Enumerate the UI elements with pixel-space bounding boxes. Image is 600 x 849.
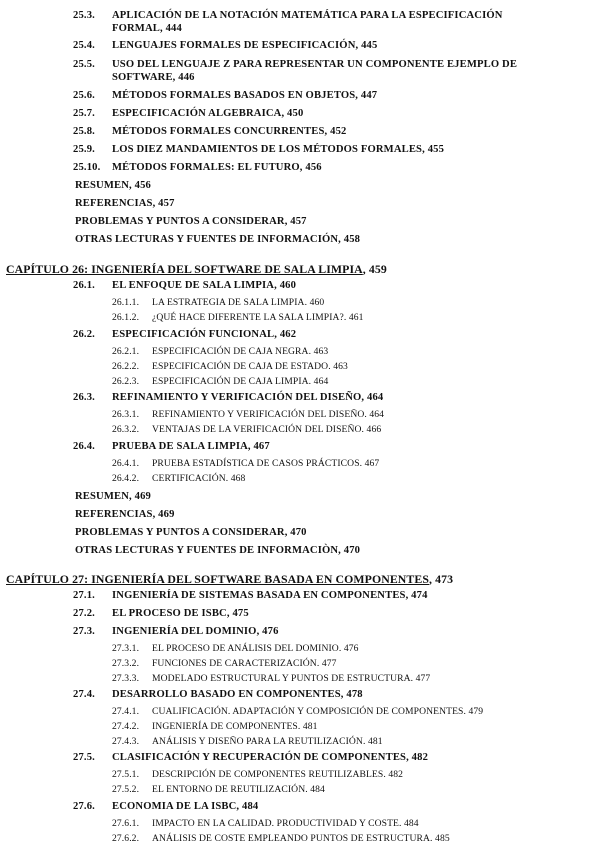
toc-subsection[interactable]: 27.6.1. IMPACTO EN LA CALIDAD. PRODUCTIVIDAD Y COSTE. 484 (112, 818, 419, 829)
toc-section-27-2[interactable]: 27.2. EL PROCESO DE ISBC, 475 (73, 608, 249, 619)
toc-subsection[interactable]: 27.5.1. DESCRIPCIÓN DE COMPONENTES REUTILIZABLES. 482 (112, 769, 404, 780)
toc-section-27-1[interactable]: 27.1. INGENIERÍA DE SISTEMAS BASADA EN COMPONENTES, 474 (73, 590, 428, 601)
toc-subsection[interactable]: 26.2.3. ESPECIFICACIÓN DE CAJA LIMPIA. 464 (112, 376, 329, 387)
toc-subsection[interactable]: 26.2.1. ESPECIFICACIÓN DE CAJA NEGRA. 463 (112, 346, 329, 357)
toc-problemas-26[interactable]: PROBLEMAS Y PUNTOS A CONSIDERAR, 470 (75, 527, 307, 538)
toc-section-25-7[interactable]: 25.7. ESPECIFICACIÓN ALGEBRAICA, 450 (73, 108, 304, 119)
toc-section-25-3[interactable]: 25.3. APLICACIÓN DE LA NOTACIÓN MATEMÁTICA PARA LA ESPECIFICACIÓN (73, 10, 503, 21)
toc-subsection[interactable]: 27.3.3. MODELADO ESTRUCTURAL Y PUNTOS DE ESTRUCTURA. 477 (112, 673, 431, 684)
toc-subsection[interactable]: 26.4.2. CERTIFICACIÓN. 468 (112, 473, 246, 484)
toc-section-25-6[interactable]: 25.6. MÉTODOS FORMALES BASADOS EN OBJETOS, 447 (73, 90, 378, 101)
toc-section-27-6[interactable]: 27.6. ECONOMIA DE LA ISBC, 484 (73, 801, 259, 812)
toc-section-26-4[interactable]: 26.4. PRUEBA DE SALA LIMPIA, 467 (73, 441, 270, 452)
toc-section-26-1[interactable]: 26.1. EL ENFOQUE DE SALA LIMPIA, 460 (73, 280, 297, 291)
toc-referencias-26[interactable]: REFERENCIAS, 469 (75, 509, 175, 520)
toc-section-27-5[interactable]: 27.5. CLASIFICACIÓN Y RECUPERACIÓN DE COMPONENTES, 482 (73, 752, 429, 763)
toc-subsection[interactable]: 26.1.2. ¿QUÉ HACE DIFERENTE LA SALA LIMPIA?. 461 (112, 312, 364, 323)
toc-section-25-9[interactable]: 25.9. LOS DIEZ MANDAMIENTOS DE LOS MÉTODOS FORMALES, 455 (73, 144, 445, 155)
toc-section-26-3[interactable]: 26.3. REFINAMIENTO Y VERIFICACIÓN DEL DISEÑO, 464 (73, 392, 384, 403)
toc-section-25-8[interactable]: 25.8. MÉTODOS FORMALES CONCURRENTES, 452 (73, 126, 347, 137)
toc-subsection[interactable]: 27.4.3. ANÁLISIS Y DISEÑO PARA LA REUTILIZACIÓN. 481 (112, 736, 383, 747)
toc-problemas-25[interactable]: PROBLEMAS Y PUNTOS A CONSIDERAR, 457 (75, 216, 307, 227)
toc-section-25-5[interactable]: 25.5. USO DEL LENGUAJE Z PARA REPRESENTAR UN COMPONENTE EJEMPLO DE (73, 59, 518, 70)
toc-subsection[interactable]: 26.4.1. PRUEBA ESTADÍSTICA DE CASOS PRÁCTICOS. 467 (112, 458, 380, 469)
toc-subsection[interactable]: 27.4.2. INGENIERÍA DE COMPONENTES. 481 (112, 721, 318, 732)
toc-resumen-26[interactable]: RESUMEN, 469 (75, 491, 151, 502)
toc-subsection[interactable]: 27.5.2. EL ENTORNO DE REUTILIZACIÓN. 484 (112, 784, 325, 795)
toc-resumen-25[interactable]: RESUMEN, 456 (75, 180, 151, 191)
toc-section-25-5-cont[interactable]: SOFTWARE, 446 (112, 72, 195, 83)
toc-subsection[interactable]: 26.3.2. VENTAJAS DE LA VERIFICACIÓN DEL DISEÑO. 466 (112, 424, 382, 435)
toc-section-27-4[interactable]: 27.4. DESARROLLO BASADO EN COMPONENTES, 478 (73, 689, 363, 700)
toc-subsection[interactable]: 26.1.1. LA ESTRATEGIA DE SALA LIMPIA. 460 (112, 297, 325, 308)
toc-lecturas-26[interactable]: OTRAS LECTURAS Y FUENTES DE INFORMACIÒN, 470 (75, 545, 361, 556)
toc-subsection[interactable]: 27.6.2. ANÁLISIS DE COSTE EMPLEANDO PUNTOS DE ESTRUCTURA. 485 (112, 833, 450, 844)
toc-referencias-25[interactable]: REFERENCIAS, 457 (75, 198, 175, 209)
toc-chapter-26[interactable]: CAPÍTULO 26: INGENIERÍA DEL SOFTWARE DE SALA LIMPIA, 459 (6, 262, 387, 276)
toc-lecturas-25[interactable]: OTRAS LECTURAS Y FUENTES DE INFORMACIÓN, 458 (75, 234, 361, 245)
toc-subsection[interactable]: 27.4.1. CUALIFICACIÓN. ADAPTACIÓN Y COMPOSICIÓN DE COMPONENTES. 479 (112, 706, 484, 717)
toc-chapter-27[interactable]: CAPÍTULO 27: INGENIERÍA DEL SOFTWARE BASADA EN COMPONENTES, 473 (6, 572, 454, 586)
toc-section-25-10[interactable]: 25.10. MÉTODOS FORMALES: EL FUTURO, 456 (73, 162, 322, 173)
toc-section-25-3-cont[interactable]: FORMAL, 444 (112, 23, 182, 34)
toc-subsection[interactable]: 27.3.2. FUNCIONES DE CARACTERIZACIÓN. 477 (112, 658, 337, 669)
toc-subsection[interactable]: 26.3.1. REFINAMIENTO Y VERIFICACIÓN DEL DISEÑO. 464 (112, 409, 385, 420)
toc-section-25-4[interactable]: 25.4. LENGUAJES FORMALES DE ESPECIFICACIÓN, 445 (73, 40, 378, 51)
toc-section-27-3[interactable]: 27.3. INGENIERÍA DEL DOMINIO, 476 (73, 626, 279, 637)
toc-subsection[interactable]: 26.2.2. ESPECIFICACIÓN DE CAJA DE ESTADO. 463 (112, 361, 348, 372)
toc-section-26-2[interactable]: 26.2. ESPECIFICACIÓN FUNCIONAL, 462 (73, 329, 297, 340)
toc-subsection[interactable]: 27.3.1. EL PROCESO DE ANÁLISIS DEL DOMINIO. 476 (112, 643, 359, 654)
